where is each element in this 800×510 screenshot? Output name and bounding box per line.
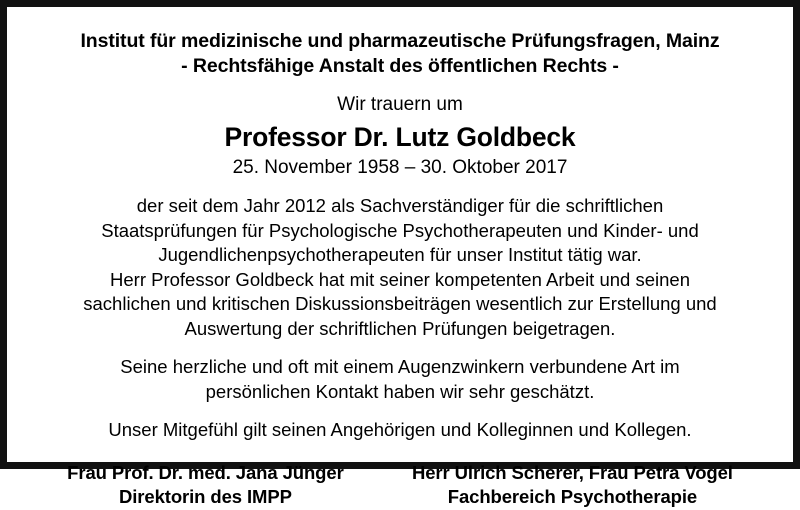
paragraph-personality-line-1: Seine herzliche und oft mit einem Augenzwinkern verbundene Art im: [120, 356, 680, 377]
paragraph-contribution: [35, 268, 765, 342]
signature-left-name: Frau Prof. Dr. med. Jana Jünger: [67, 461, 344, 483]
signature-right-role: Fachbereich Psychotherapie: [447, 486, 698, 507]
paragraph-contribution-line-3: Auswertung der schriftlichen Prüfungen beigetragen.: [184, 317, 616, 339]
signature-left-role: Direktorin des IMPP: [118, 486, 292, 507]
paragraph-role: [35, 194, 765, 268]
institution-name-line-1: Institut für medizinische und pharmazeutische Prüfungsfragen, Mainz: [80, 30, 720, 52]
paragraph-condolence-line-1: Unser Mitgefühl gilt seinen Angehörigen und Kolleginnen und Kollegen.: [108, 419, 692, 440]
paragraph-condolence: [35, 418, 765, 443]
signature-block: [35, 461, 765, 510]
signature-right: [378, 461, 757, 510]
signature-left: [43, 461, 378, 510]
paragraph-role-line-2: Staatsprüfungen für Psychologische Psychotherapeuten und Kinder- und: [101, 219, 699, 241]
paragraph-contribution-line-2: sachlichen und kritischen Diskussionsbeiträgen wesentlich zur Erstellung und: [83, 293, 717, 314]
life-dates: 25. November 1958 – 30. Oktober 2017: [232, 157, 568, 178]
signature-right-name: Herr Ulrich Scherer, Frau Petra Vogel: [411, 461, 733, 483]
paragraph-personality-line-2: persönlichen Kontakt haben wir sehr geschätzt.: [205, 380, 595, 402]
paragraph-personality: [35, 355, 765, 404]
paragraph-contribution-line-1: Herr Professor Goldbeck hat mit seiner kompetenten Arbeit und seinen: [110, 268, 690, 290]
institution-legal-form-line: - Rechtsfähige Anstalt des öffentlichen Rechts -: [181, 55, 619, 77]
paragraph-role-line-3: Jugendlichenpsychotherapeuten für unser Institut tätig war.: [158, 244, 642, 265]
paragraph-role-line-1: der seit dem Jahr 2012 als Sachverständiger für die schriftlichen: [136, 195, 664, 216]
mourning-intro: Wir trauern um: [337, 94, 463, 115]
honoree-name: Professor Dr. Lutz Goldbeck: [224, 122, 576, 152]
